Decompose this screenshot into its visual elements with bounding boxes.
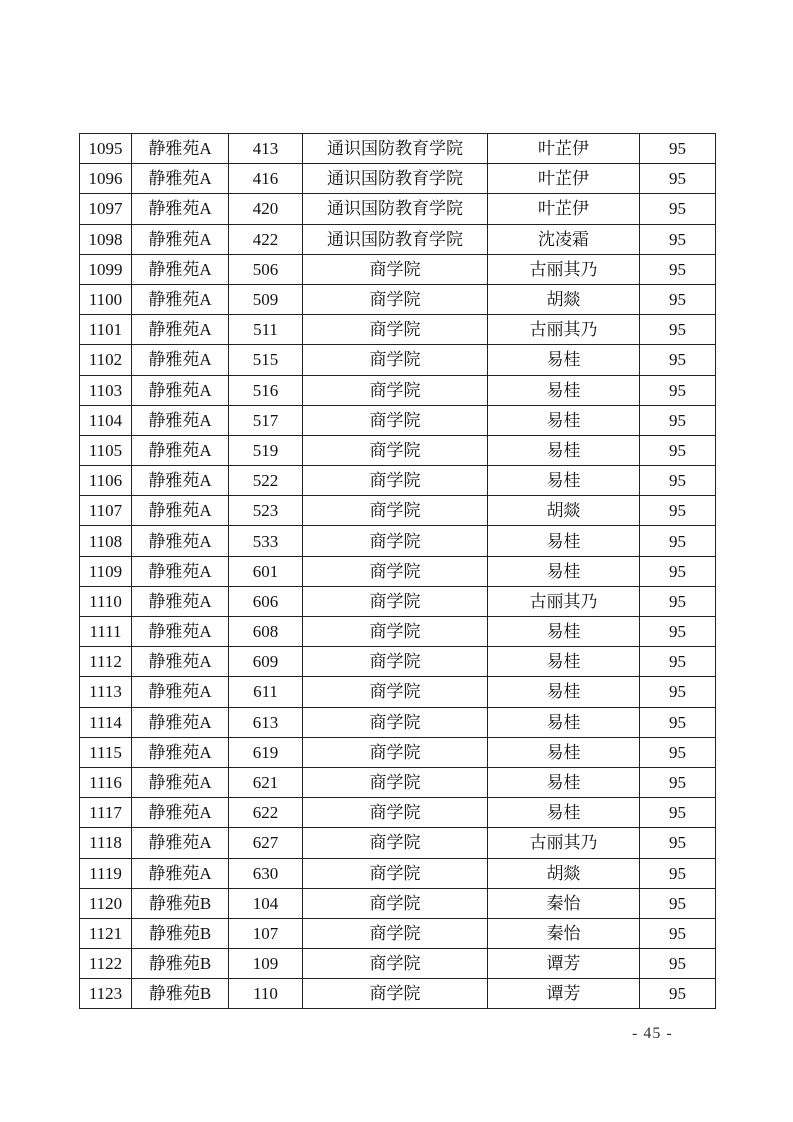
cell-score: 95 (640, 375, 716, 405)
cell-inspector-name: 古丽其乃 (488, 828, 640, 858)
cell-college: 商学院 (303, 828, 488, 858)
cell-score: 95 (640, 164, 716, 194)
cell-building: 静雅苑A (132, 798, 229, 828)
cell-room-number: 109 (229, 949, 303, 979)
cell-serial-number: 1121 (80, 918, 132, 948)
cell-inspector-name: 谭芳 (488, 979, 640, 1009)
cell-room-number: 416 (229, 164, 303, 194)
cell-serial-number: 1111 (80, 617, 132, 647)
cell-inspector-name: 古丽其乃 (488, 254, 640, 284)
cell-room-number: 413 (229, 134, 303, 164)
cell-building: 静雅苑A (132, 586, 229, 616)
cell-inspector-name: 叶芷伊 (488, 164, 640, 194)
table-row (80, 345, 716, 375)
table-row (80, 949, 716, 979)
cell-college: 商学院 (303, 858, 488, 888)
table-row (80, 979, 716, 1009)
cell-serial-number: 1115 (80, 737, 132, 767)
cell-serial-number: 1118 (80, 828, 132, 858)
dormitory-score-table (79, 133, 716, 1009)
cell-score: 95 (640, 345, 716, 375)
cell-score: 95 (640, 315, 716, 345)
cell-room-number: 622 (229, 798, 303, 828)
cell-serial-number: 1117 (80, 798, 132, 828)
page-number: - 45 - (632, 1025, 673, 1042)
cell-score: 95 (640, 677, 716, 707)
cell-room-number: 533 (229, 526, 303, 556)
cell-college: 通识国防教育学院 (303, 164, 488, 194)
cell-serial-number: 1114 (80, 707, 132, 737)
cell-score: 95 (640, 224, 716, 254)
cell-score: 95 (640, 284, 716, 314)
table-row (80, 858, 716, 888)
cell-score: 95 (640, 254, 716, 284)
cell-serial-number: 1119 (80, 858, 132, 888)
cell-college: 商学院 (303, 284, 488, 314)
cell-building: 静雅苑A (132, 254, 229, 284)
cell-college: 商学院 (303, 435, 488, 465)
cell-serial-number: 1102 (80, 345, 132, 375)
cell-building: 静雅苑A (132, 405, 229, 435)
cell-college: 商学院 (303, 677, 488, 707)
cell-serial-number: 1120 (80, 888, 132, 918)
cell-building: 静雅苑A (132, 677, 229, 707)
cell-inspector-name: 谭芳 (488, 949, 640, 979)
cell-building: 静雅苑B (132, 888, 229, 918)
cell-inspector-name: 易桂 (488, 677, 640, 707)
cell-inspector-name: 胡燚 (488, 284, 640, 314)
cell-inspector-name: 易桂 (488, 798, 640, 828)
cell-room-number: 619 (229, 737, 303, 767)
cell-building: 静雅苑A (132, 767, 229, 797)
cell-college: 商学院 (303, 586, 488, 616)
cell-inspector-name: 易桂 (488, 707, 640, 737)
cell-building: 静雅苑A (132, 496, 229, 526)
cell-serial-number: 1105 (80, 435, 132, 465)
cell-building: 静雅苑A (132, 164, 229, 194)
table-row (80, 164, 716, 194)
cell-score: 95 (640, 586, 716, 616)
cell-score: 95 (640, 798, 716, 828)
cell-score: 95 (640, 949, 716, 979)
cell-serial-number: 1107 (80, 496, 132, 526)
table-row (80, 586, 716, 616)
cell-college: 商学院 (303, 979, 488, 1009)
cell-inspector-name: 易桂 (488, 647, 640, 677)
table-row (80, 737, 716, 767)
cell-serial-number: 1104 (80, 405, 132, 435)
cell-inspector-name: 叶芷伊 (488, 194, 640, 224)
cell-room-number: 516 (229, 375, 303, 405)
table-row (80, 134, 716, 164)
cell-college: 商学院 (303, 707, 488, 737)
cell-serial-number: 1103 (80, 375, 132, 405)
table-row (80, 798, 716, 828)
cell-room-number: 104 (229, 888, 303, 918)
cell-serial-number: 1109 (80, 556, 132, 586)
cell-room-number: 515 (229, 345, 303, 375)
cell-serial-number: 1123 (80, 979, 132, 1009)
cell-inspector-name: 易桂 (488, 526, 640, 556)
cell-building: 静雅苑A (132, 315, 229, 345)
cell-room-number: 517 (229, 405, 303, 435)
cell-score: 95 (640, 435, 716, 465)
table-row (80, 526, 716, 556)
cell-building: 静雅苑A (132, 526, 229, 556)
cell-serial-number: 1097 (80, 194, 132, 224)
cell-room-number: 506 (229, 254, 303, 284)
cell-college: 商学院 (303, 918, 488, 948)
cell-score: 95 (640, 767, 716, 797)
cell-inspector-name: 易桂 (488, 405, 640, 435)
cell-college: 商学院 (303, 405, 488, 435)
cell-serial-number: 1101 (80, 315, 132, 345)
cell-room-number: 609 (229, 647, 303, 677)
cell-serial-number: 1113 (80, 677, 132, 707)
cell-score: 95 (640, 496, 716, 526)
cell-building: 静雅苑B (132, 979, 229, 1009)
table-row (80, 556, 716, 586)
cell-room-number: 422 (229, 224, 303, 254)
cell-score: 95 (640, 647, 716, 677)
cell-inspector-name: 胡燚 (488, 858, 640, 888)
cell-college: 商学院 (303, 254, 488, 284)
cell-score: 95 (640, 737, 716, 767)
cell-inspector-name: 易桂 (488, 556, 640, 586)
cell-room-number: 523 (229, 496, 303, 526)
cell-serial-number: 1116 (80, 767, 132, 797)
cell-college: 通识国防教育学院 (303, 194, 488, 224)
cell-college: 商学院 (303, 496, 488, 526)
cell-room-number: 606 (229, 586, 303, 616)
cell-building: 静雅苑A (132, 284, 229, 314)
table-row (80, 315, 716, 345)
cell-college: 商学院 (303, 466, 488, 496)
table-body (80, 134, 716, 1009)
cell-inspector-name: 秦怡 (488, 888, 640, 918)
cell-inspector-name: 古丽其乃 (488, 586, 640, 616)
table-row (80, 284, 716, 314)
cell-building: 静雅苑A (132, 737, 229, 767)
cell-serial-number: 1096 (80, 164, 132, 194)
cell-inspector-name: 易桂 (488, 375, 640, 405)
cell-building: 静雅苑A (132, 435, 229, 465)
cell-score: 95 (640, 466, 716, 496)
table-row (80, 888, 716, 918)
cell-college: 商学院 (303, 345, 488, 375)
cell-inspector-name: 古丽其乃 (488, 315, 640, 345)
cell-college: 商学院 (303, 798, 488, 828)
cell-college: 商学院 (303, 737, 488, 767)
cell-college: 商学院 (303, 888, 488, 918)
cell-score: 95 (640, 828, 716, 858)
table-row (80, 707, 716, 737)
cell-college: 商学院 (303, 375, 488, 405)
cell-building: 静雅苑A (132, 828, 229, 858)
cell-room-number: 509 (229, 284, 303, 314)
cell-room-number: 630 (229, 858, 303, 888)
cell-inspector-name: 沈凌霜 (488, 224, 640, 254)
cell-inspector-name: 秦怡 (488, 918, 640, 948)
table-row (80, 828, 716, 858)
cell-inspector-name: 叶芷伊 (488, 134, 640, 164)
cell-room-number: 613 (229, 707, 303, 737)
cell-inspector-name: 易桂 (488, 435, 640, 465)
cell-college: 商学院 (303, 315, 488, 345)
cell-building: 静雅苑B (132, 949, 229, 979)
table-row (80, 435, 716, 465)
table-row (80, 405, 716, 435)
cell-inspector-name: 易桂 (488, 737, 640, 767)
table-row (80, 647, 716, 677)
cell-room-number: 627 (229, 828, 303, 858)
cell-score: 95 (640, 405, 716, 435)
cell-building: 静雅苑A (132, 647, 229, 677)
cell-score: 95 (640, 556, 716, 586)
table-row (80, 194, 716, 224)
cell-inspector-name: 胡燚 (488, 496, 640, 526)
cell-room-number: 511 (229, 315, 303, 345)
cell-score: 95 (640, 918, 716, 948)
cell-college: 商学院 (303, 647, 488, 677)
cell-inspector-name: 易桂 (488, 767, 640, 797)
cell-room-number: 611 (229, 677, 303, 707)
cell-building: 静雅苑A (132, 224, 229, 254)
cell-score: 95 (640, 707, 716, 737)
cell-room-number: 420 (229, 194, 303, 224)
cell-inspector-name: 易桂 (488, 466, 640, 496)
cell-serial-number: 1099 (80, 254, 132, 284)
cell-room-number: 107 (229, 918, 303, 948)
cell-building: 静雅苑A (132, 858, 229, 888)
cell-building: 静雅苑A (132, 194, 229, 224)
cell-college: 商学院 (303, 556, 488, 586)
table-row (80, 375, 716, 405)
table-row (80, 617, 716, 647)
cell-building: 静雅苑A (132, 707, 229, 737)
cell-serial-number: 1100 (80, 284, 132, 314)
table-row (80, 466, 716, 496)
cell-room-number: 601 (229, 556, 303, 586)
cell-score: 95 (640, 979, 716, 1009)
cell-college: 商学院 (303, 617, 488, 647)
cell-college: 商学院 (303, 767, 488, 797)
cell-serial-number: 1110 (80, 586, 132, 616)
cell-college: 商学院 (303, 949, 488, 979)
cell-college: 通识国防教育学院 (303, 224, 488, 254)
cell-room-number: 110 (229, 979, 303, 1009)
cell-room-number: 621 (229, 767, 303, 797)
table-row (80, 496, 716, 526)
cell-college: 商学院 (303, 526, 488, 556)
table-row (80, 254, 716, 284)
table-row (80, 918, 716, 948)
cell-score: 95 (640, 134, 716, 164)
cell-building: 静雅苑A (132, 617, 229, 647)
cell-score: 95 (640, 526, 716, 556)
cell-score: 95 (640, 888, 716, 918)
cell-serial-number: 1098 (80, 224, 132, 254)
cell-room-number: 608 (229, 617, 303, 647)
cell-room-number: 522 (229, 466, 303, 496)
cell-building: 静雅苑A (132, 375, 229, 405)
table-row (80, 677, 716, 707)
cell-score: 95 (640, 617, 716, 647)
cell-inspector-name: 易桂 (488, 345, 640, 375)
dormitory-score-table-container (79, 133, 715, 1009)
cell-serial-number: 1095 (80, 134, 132, 164)
cell-building: 静雅苑B (132, 918, 229, 948)
cell-serial-number: 1112 (80, 647, 132, 677)
cell-score: 95 (640, 858, 716, 888)
cell-serial-number: 1106 (80, 466, 132, 496)
cell-college: 通识国防教育学院 (303, 134, 488, 164)
cell-room-number: 519 (229, 435, 303, 465)
cell-building: 静雅苑A (132, 466, 229, 496)
cell-serial-number: 1122 (80, 949, 132, 979)
cell-score: 95 (640, 194, 716, 224)
cell-inspector-name: 易桂 (488, 617, 640, 647)
cell-building: 静雅苑A (132, 556, 229, 586)
table-row (80, 767, 716, 797)
cell-building: 静雅苑A (132, 345, 229, 375)
table-row (80, 224, 716, 254)
cell-building: 静雅苑A (132, 134, 229, 164)
cell-serial-number: 1108 (80, 526, 132, 556)
